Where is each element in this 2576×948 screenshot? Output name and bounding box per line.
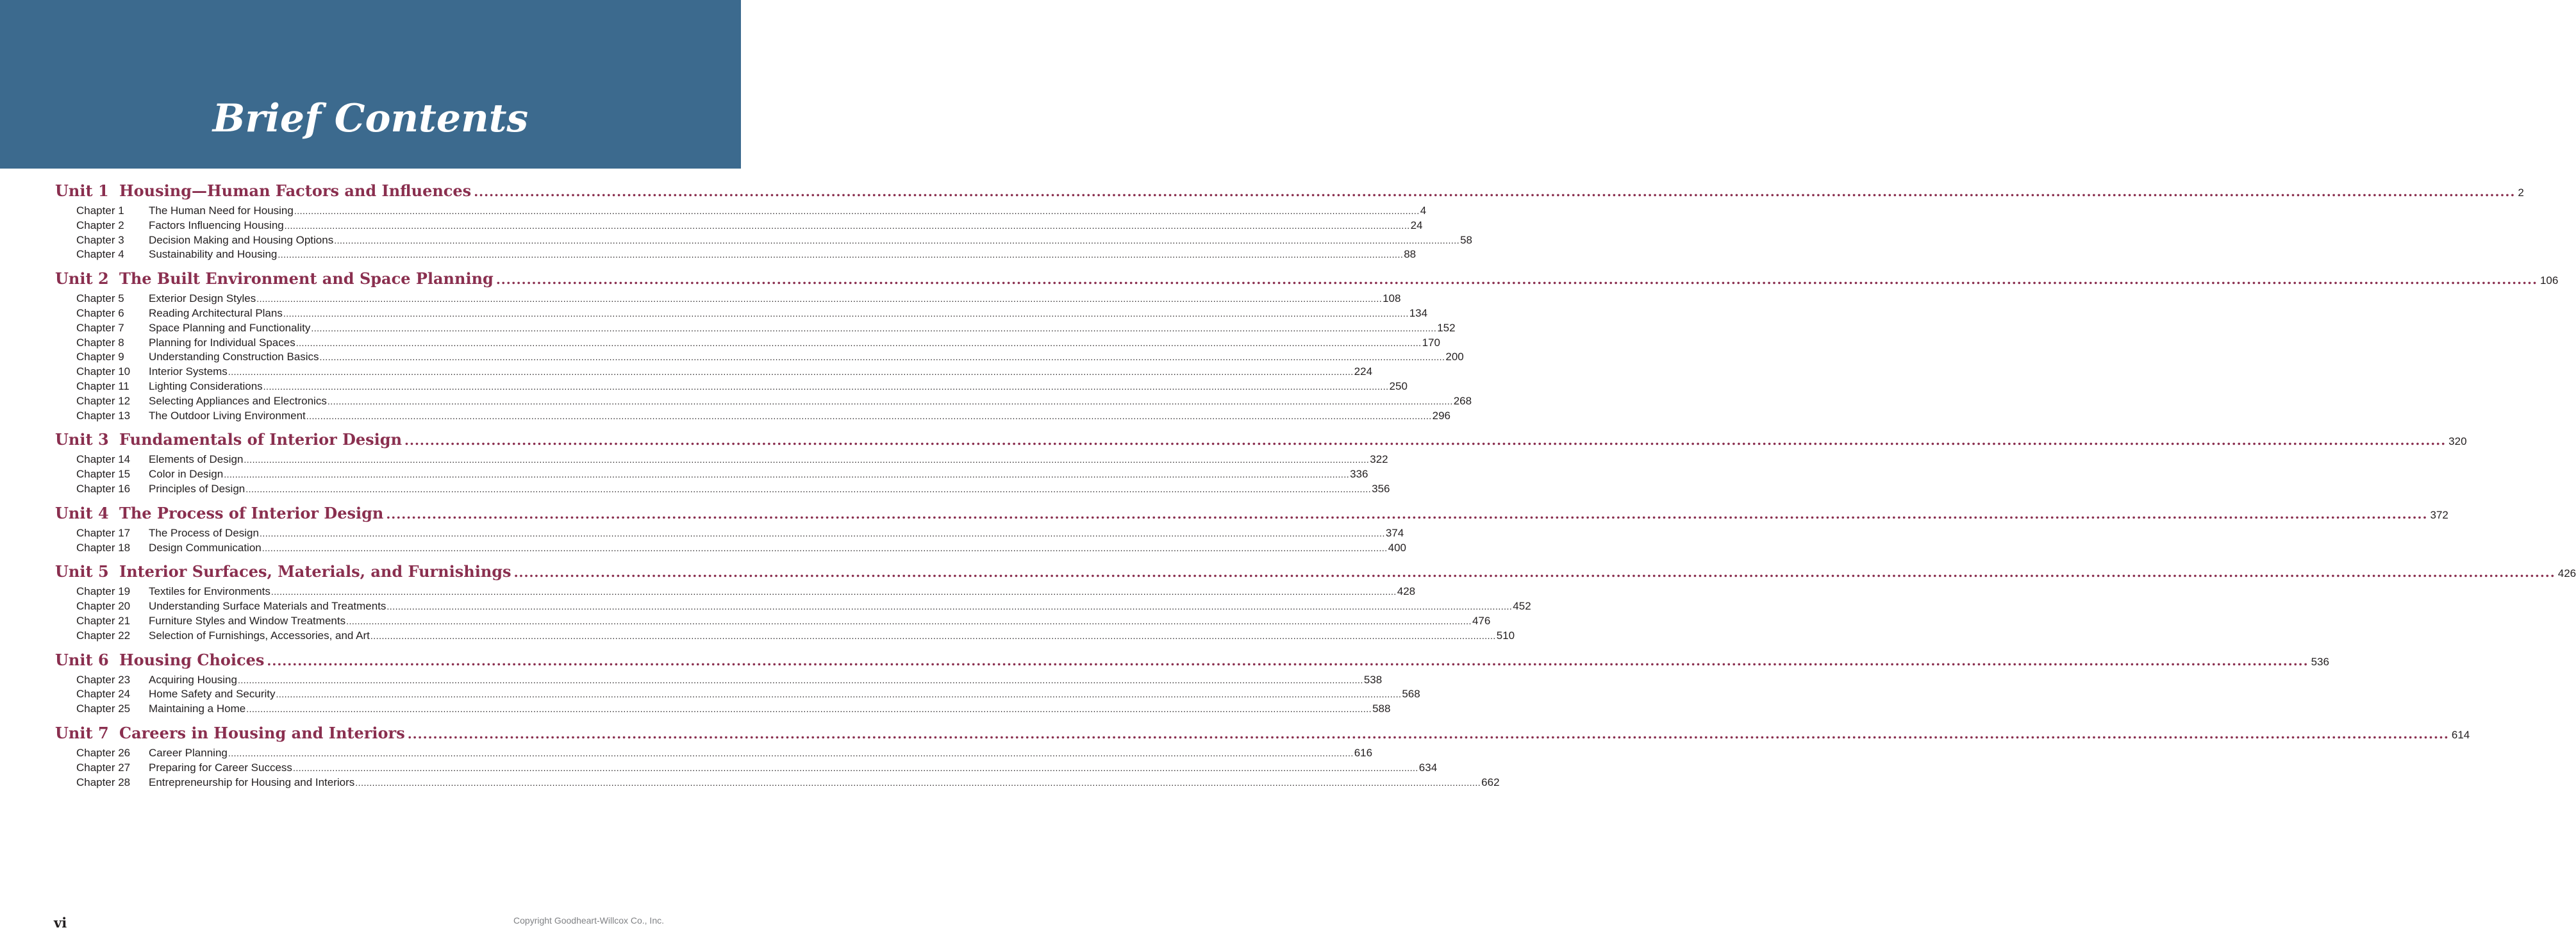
unit-heading[interactable] xyxy=(55,562,2576,585)
chapter-title: Understanding Surface Materials and Treatments xyxy=(149,600,386,613)
chapter-number: Chapter 10 xyxy=(76,365,131,378)
chapter-entry[interactable] xyxy=(76,482,1390,497)
unit-page-number: 320 xyxy=(2448,435,2467,448)
chapter-page-number: 400 xyxy=(1388,541,1406,554)
chapter-entry[interactable] xyxy=(76,219,1423,234)
dot-leader: ................................................................................................................................................................................................................................................................................................................................................................................................................ xyxy=(370,630,1496,641)
chapter-title: Career Planning xyxy=(149,746,228,759)
chapter-list xyxy=(76,453,1390,497)
chapter-entry[interactable] xyxy=(76,394,1472,410)
chapter-page-number: 356 xyxy=(1372,482,1390,495)
chapter-entry[interactable] xyxy=(76,468,1368,483)
chapter-list xyxy=(76,292,1472,424)
dot-leader: ................................................................................................................................................................................................................................................................................................................................................................................................................ xyxy=(294,206,1420,216)
dot-leader: ................................................................................................................................................................................................................................................................................................................................................................................................................ xyxy=(306,410,1432,421)
chapter-number: Chapter 8 xyxy=(76,336,124,349)
chapter-page-number: 88 xyxy=(1404,248,1417,261)
chapter-number: Chapter 26 xyxy=(76,746,131,759)
chapter-page-number: 374 xyxy=(1385,526,1404,539)
chapter-title: Interior Systems xyxy=(149,365,228,378)
unit-number: Unit 5 xyxy=(55,562,109,581)
dot-leader: ................................................................................................................................................................................................................................................................................................................................................................................................................ xyxy=(327,395,1453,406)
dot-leader: ................................................................................................................................................................................................................................................................................................................................................................................................................ xyxy=(513,565,2555,581)
chapter-title: Reading Architectural Plans xyxy=(149,306,283,319)
chapter-entry[interactable] xyxy=(76,746,1373,761)
chapter-list xyxy=(76,746,1500,790)
chapter-page-number: 250 xyxy=(1389,379,1408,392)
chapter-page-number: 634 xyxy=(1418,761,1438,774)
chapter-entry[interactable] xyxy=(76,585,1416,600)
chapter-number: Chapter 4 xyxy=(76,248,124,261)
dot-leader: ................................................................................................................................................................................................................................................................................................................................................................................................................ xyxy=(246,704,1372,715)
unit-title: Fundamentals of Interior Design xyxy=(119,430,403,449)
chapter-number: Chapter 3 xyxy=(76,233,124,246)
chapter-title: Color in Design xyxy=(149,468,224,481)
chapter-title: Exterior Design Styles xyxy=(149,292,256,305)
dot-leader: ................................................................................................................................................................................................................................................................................................................................................................................................................ xyxy=(386,506,2428,522)
dot-leader: ................................................................................................................................................................................................................................................................................................................................................................................................................ xyxy=(224,469,1350,480)
unit-page-number: 372 xyxy=(2430,508,2448,521)
chapter-entry[interactable] xyxy=(76,526,1404,542)
dot-leader: ................................................................................................................................................................................................................................................................................................................................................................................................................ xyxy=(276,689,1402,700)
chapter-page-number: 58 xyxy=(1460,233,1472,246)
chapter-number: Chapter 18 xyxy=(76,541,131,554)
chapter-entry[interactable] xyxy=(76,629,1515,644)
chapter-page-number: 336 xyxy=(1350,468,1368,481)
dot-leader: ................................................................................................................................................................................................................................................................................................................................................................................................................ xyxy=(228,367,1354,378)
chapter-number: Chapter 13 xyxy=(76,409,131,422)
chapter-title: Design Communication xyxy=(149,541,262,554)
dot-leader: ................................................................................................................................................................................................................................................................................................................................................................................................................ xyxy=(278,249,1404,260)
unit-section xyxy=(55,723,2470,790)
unit-title: Interior Surfaces, Materials, and Furnishings xyxy=(119,562,511,581)
unit-section xyxy=(55,181,2524,263)
chapter-number: Chapter 9 xyxy=(76,351,124,363)
chapter-page-number: 224 xyxy=(1354,365,1373,378)
chapter-entry[interactable] xyxy=(76,453,1388,468)
dot-leader: ................................................................................................................................................................................................................................................................................................................................................................................................................ xyxy=(355,777,1481,788)
page-title: Brief Contents xyxy=(212,96,529,141)
chapter-page-number: 108 xyxy=(1383,292,1401,305)
unit-section xyxy=(55,430,2467,497)
chapter-number: Chapter 15 xyxy=(76,468,131,481)
chapter-title: Maintaining a Home xyxy=(149,703,246,715)
chapter-title: Space Planning and Functionality xyxy=(149,321,311,334)
chapter-page-number: 296 xyxy=(1432,409,1450,422)
unit-title: Housing—Human Factors and Influences xyxy=(119,181,472,200)
chapter-entry[interactable] xyxy=(76,336,1440,351)
chapter-page-number: 476 xyxy=(1472,614,1491,627)
chapter-number: Chapter 6 xyxy=(76,306,124,319)
unit-section xyxy=(55,650,2329,717)
chapter-entry[interactable] xyxy=(76,614,1491,629)
chapter-title: Decision Making and Housing Options xyxy=(149,233,334,246)
chapter-number: Chapter 2 xyxy=(76,219,124,231)
dot-leader: ................................................................................................................................................................................................................................................................................................................................................................................................................ xyxy=(292,762,1418,773)
chapter-title: Principles of Design xyxy=(149,482,245,495)
dot-leader: ................................................................................................................................................................................................................................................................................................................................................................................................................ xyxy=(311,322,1437,333)
chapter-entry[interactable] xyxy=(76,379,1408,395)
chapter-page-number: 134 xyxy=(1409,306,1428,319)
chapter-entry[interactable] xyxy=(76,761,1438,776)
chapter-page-number: 662 xyxy=(1481,776,1500,788)
chapter-title: The Process of Design xyxy=(149,526,259,539)
chapter-title: Furniture Styles and Window Treatments xyxy=(149,614,346,627)
chapter-title: Home Safety and Security xyxy=(149,688,276,701)
chapter-entry[interactable] xyxy=(76,541,1406,556)
chapter-entry[interactable] xyxy=(76,248,1417,263)
unit-number: Unit 6 xyxy=(55,650,109,669)
dot-leader: ................................................................................................................................................................................................................................................................................................................................................................................................................ xyxy=(237,674,1363,685)
chapter-entry[interactable] xyxy=(76,673,1383,688)
chapter-number: Chapter 21 xyxy=(76,614,131,627)
unit-page-number: 426 xyxy=(2557,567,2576,580)
chapter-page-number: 152 xyxy=(1437,321,1456,334)
chapter-number: Chapter 14 xyxy=(76,453,131,466)
chapter-entry[interactable] xyxy=(76,306,1428,322)
chapter-entry[interactable] xyxy=(76,365,1373,380)
chapter-title: Understanding Construction Basics xyxy=(149,351,319,363)
unit-heading[interactable] xyxy=(55,181,2524,204)
dot-leader: ................................................................................................................................................................................................................................................................................................................................................................................................................ xyxy=(267,653,2309,669)
chapter-page-number: 4 xyxy=(1420,204,1427,217)
unit-heading[interactable] xyxy=(55,503,2448,527)
chapter-number: Chapter 11 xyxy=(76,379,129,392)
chapter-list xyxy=(76,673,1420,717)
header-banner xyxy=(0,0,741,169)
dot-leader: ................................................................................................................................................................................................................................................................................................................................................................................................................ xyxy=(474,184,2516,199)
unit-page-number: 106 xyxy=(2539,274,2559,287)
page-number: vi xyxy=(54,915,67,931)
chapter-entry[interactable] xyxy=(76,688,1420,703)
chapter-number: Chapter 5 xyxy=(76,292,124,305)
chapter-title: Entrepreneurship for Housing and Interiors xyxy=(149,776,355,788)
chapter-page-number: 452 xyxy=(1513,600,1531,613)
unit-heading[interactable] xyxy=(55,430,2467,453)
unit-page-number: 536 xyxy=(2311,655,2329,668)
unit-title: The Process of Interior Design xyxy=(119,503,384,522)
chapter-number: Chapter 24 xyxy=(76,688,131,701)
chapter-entry[interactable] xyxy=(76,351,1464,365)
chapter-title: Textiles for Environments xyxy=(149,585,270,598)
unit-title: Housing Choices xyxy=(119,650,265,669)
chapter-title: The Outdoor Living Environment xyxy=(149,409,306,422)
chapter-title: Factors Influencing Housing xyxy=(149,219,284,231)
dot-leader: ................................................................................................................................................................................................................................................................................................................................................................................................................ xyxy=(495,272,2538,288)
chapter-title: Selecting Appliances and Electronics xyxy=(149,394,327,407)
chapter-page-number: 24 xyxy=(1410,219,1423,231)
unit-page-number: 614 xyxy=(2451,728,2470,741)
chapter-page-number: 322 xyxy=(1370,453,1388,466)
dot-leader: ................................................................................................................................................................................................................................................................................................................................................................................................................ xyxy=(283,308,1409,319)
unit-number: Unit 4 xyxy=(55,503,109,522)
chapter-page-number: 268 xyxy=(1453,394,1472,407)
chapter-entry[interactable] xyxy=(76,600,1531,615)
chapter-number: Chapter 25 xyxy=(76,703,131,715)
unit-title: Careers in Housing and Interiors xyxy=(119,723,405,742)
unit-heading[interactable] xyxy=(55,269,2559,292)
dot-leader: ................................................................................................................................................................................................................................................................................................................................................................................................................ xyxy=(295,337,1422,348)
dot-leader: ................................................................................................................................................................................................................................................................................................................................................................................................................ xyxy=(262,542,1388,553)
chapter-title: Elements of Design xyxy=(149,453,244,466)
dot-leader: ................................................................................................................................................................................................................................................................................................................................................................................................................ xyxy=(386,601,1513,612)
chapter-page-number: 510 xyxy=(1496,629,1515,642)
dot-leader: ................................................................................................................................................................................................................................................................................................................................................................................................................ xyxy=(319,352,1445,363)
chapter-number: Chapter 7 xyxy=(76,321,124,334)
chapter-number: Chapter 17 xyxy=(76,526,131,539)
unit-number: Unit 7 xyxy=(55,723,109,742)
chapter-list xyxy=(76,204,1472,263)
chapter-entry[interactable] xyxy=(76,409,1450,424)
unit-number: Unit 3 xyxy=(55,430,109,449)
chapter-entry[interactable] xyxy=(76,204,1427,219)
dot-leader: ................................................................................................................................................................................................................................................................................................................................................................................................................ xyxy=(407,726,2449,742)
chapter-entry[interactable] xyxy=(76,233,1472,249)
chapter-entry[interactable] xyxy=(76,321,1456,337)
dot-leader: ................................................................................................................................................................................................................................................................................................................................................................................................................ xyxy=(259,528,1385,538)
chapter-number: Chapter 20 xyxy=(76,600,131,613)
dot-leader: ................................................................................................................................................................................................................................................................................................................................................................................................................ xyxy=(244,454,1370,465)
unit-title: The Built Environment and Space Planning xyxy=(119,269,494,288)
dot-leader: ................................................................................................................................................................................................................................................................................................................................................................................................................ xyxy=(270,586,1397,597)
chapter-page-number: 170 xyxy=(1422,336,1440,349)
chapter-title: The Human Need for Housing xyxy=(149,204,294,217)
unit-section xyxy=(55,562,2576,644)
dot-leader: ................................................................................................................................................................................................................................................................................................................................................................................................................ xyxy=(346,615,1472,626)
chapter-number: Chapter 23 xyxy=(76,673,131,686)
chapter-entry[interactable] xyxy=(76,703,1391,717)
chapter-number: Chapter 28 xyxy=(76,776,131,788)
table-of-contents xyxy=(55,181,2576,797)
chapter-number: Chapter 16 xyxy=(76,482,131,495)
dot-leader: ................................................................................................................................................................................................................................................................................................................................................................................................................ xyxy=(245,483,1372,494)
chapter-title: Sustainability and Housing xyxy=(149,248,278,261)
chapter-title: Planning for Individual Spaces xyxy=(149,336,295,349)
chapter-page-number: 538 xyxy=(1363,673,1383,686)
unit-heading[interactable] xyxy=(55,650,2329,674)
unit-heading[interactable] xyxy=(55,723,2470,747)
chapter-title: Preparing for Career Success xyxy=(149,761,292,774)
chapter-entry[interactable] xyxy=(76,776,1500,791)
chapter-page-number: 588 xyxy=(1372,703,1391,715)
chapter-title: Acquiring Housing xyxy=(149,673,237,686)
dot-leader: ................................................................................................................................................................................................................................................................................................................................................................................................................ xyxy=(404,433,2447,449)
chapter-number: Chapter 1 xyxy=(76,204,124,217)
dot-leader: ................................................................................................................................................................................................................................................................................................................................................................................................................ xyxy=(334,235,1460,245)
chapter-number: Chapter 27 xyxy=(76,761,131,774)
unit-number: Unit 1 xyxy=(55,181,109,200)
dot-leader: ................................................................................................................................................................................................................................................................................................................................................................................................................ xyxy=(263,381,1389,392)
chapter-page-number: 428 xyxy=(1397,585,1416,598)
chapter-list xyxy=(76,526,1406,556)
chapter-page-number: 568 xyxy=(1402,688,1420,701)
unit-section xyxy=(55,269,2559,424)
unit-page-number: 2 xyxy=(2518,187,2524,199)
dot-leader: ................................................................................................................................................................................................................................................................................................................................................................................................................ xyxy=(228,747,1354,758)
chapter-page-number: 200 xyxy=(1445,351,1464,363)
chapter-number: Chapter 19 xyxy=(76,585,131,598)
dot-leader: ................................................................................................................................................................................................................................................................................................................................................................................................................ xyxy=(284,220,1410,231)
chapter-entry[interactable] xyxy=(76,292,1401,307)
chapter-title: Selection of Furnishings, Accessories, and Art xyxy=(149,629,370,642)
chapter-number: Chapter 22 xyxy=(76,629,131,642)
chapter-number: Chapter 12 xyxy=(76,394,131,407)
unit-section xyxy=(55,503,2448,556)
unit-number: Unit 2 xyxy=(55,269,109,288)
dot-leader: ................................................................................................................................................................................................................................................................................................................................................................................................................ xyxy=(256,294,1383,304)
chapter-list xyxy=(76,585,1531,644)
chapter-page-number: 616 xyxy=(1354,746,1373,759)
copyright-notice: Copyright Goodheart-Willcox Co., Inc. xyxy=(513,915,664,926)
chapter-title: Lighting Considerations xyxy=(149,379,263,392)
